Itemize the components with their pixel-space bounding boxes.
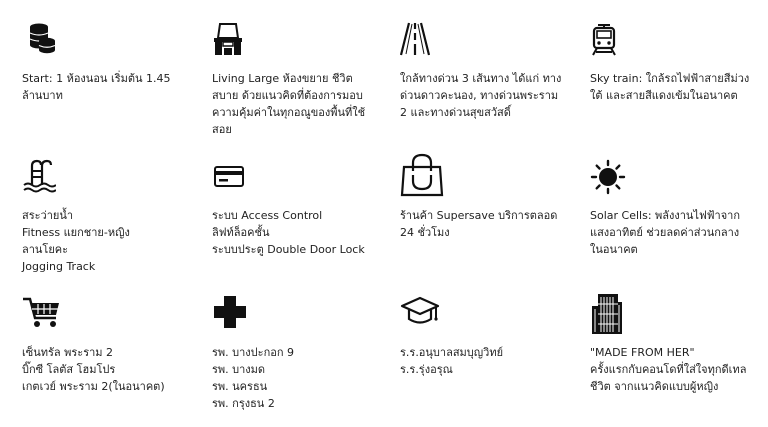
vanity-dresser-icon	[212, 22, 387, 62]
feature-text	[212, 207, 365, 258]
feature-line: ร.ร.อนุบาลสมบุญวิทย์	[400, 346, 504, 359]
feature-text	[22, 344, 165, 395]
feature-item	[22, 294, 197, 393]
feature-text	[590, 207, 740, 258]
feature-line: ชีวิต จากแนวคิดแบบผู้หญิง	[590, 380, 719, 393]
feature-text	[22, 70, 171, 104]
feature-text	[212, 344, 294, 412]
feature-line: ใกล้ทางด่วน 3 เส้นทาง ได้แก่ ทาง	[400, 72, 562, 85]
feature-line: รพ. กรุงธน 2	[212, 397, 275, 410]
sky-train-icon	[590, 22, 765, 62]
feature-item	[212, 22, 387, 136]
feature-item	[590, 292, 765, 393]
feature-item	[400, 153, 575, 239]
feature-text	[22, 207, 130, 275]
feature-text	[212, 70, 365, 138]
feature-item	[400, 294, 575, 376]
feature-line: สอย	[212, 123, 232, 136]
feature-line: สบาย ด้วยแนวคิดที่ต้องการมอบ	[212, 89, 363, 102]
feature-line: ร้านค้า Supersave บริการตลอด	[400, 209, 558, 222]
sun-icon	[590, 159, 765, 199]
feature-line: ลิฟท์ล็อคชั้น	[212, 226, 270, 239]
feature-line: Sky train: ใกล้รถไฟฟ้าสายสีม่วง	[590, 72, 750, 85]
shopping-cart-icon	[22, 294, 197, 334]
feature-line: ล้านบาท	[22, 89, 63, 102]
swimming-pool-icon	[22, 159, 197, 199]
feature-line: Fitness แยกชาย-หญิง	[22, 226, 130, 239]
feature-line: ระบบประตู Double Door Lock	[212, 243, 365, 256]
shopping-bag-icon	[400, 153, 575, 199]
feature-line: ความคุ้มค่าในทุกอณูของพื้นที่ใช้	[212, 106, 366, 119]
feature-line: ครั้งแรกกับคอนโดที่ใส่ใจทุกดีเทล	[590, 363, 747, 376]
feature-item	[22, 22, 197, 102]
feature-text	[590, 70, 749, 104]
feature-text	[400, 207, 557, 241]
medical-cross-icon	[212, 294, 387, 334]
feature-item	[400, 22, 575, 119]
feature-text	[400, 70, 561, 121]
feature-line: ระบบ Access Control	[212, 209, 323, 222]
feature-line: Start: 1 ห้องนอน เริ่มต้น 1.45	[22, 72, 171, 85]
feature-line: รพ. บางมด	[212, 363, 266, 376]
road-highway-icon	[400, 22, 575, 62]
feature-line: 2 และทางด่วนสุขสวัสดิ์	[400, 106, 511, 119]
building-icon	[590, 292, 765, 336]
feature-line: เกตเวย์ พระราม 2(ในอนาคต)	[22, 380, 165, 393]
coin-stack-icon	[22, 22, 197, 62]
feature-line: ลานโยคะ	[22, 243, 69, 256]
feature-item	[590, 159, 765, 256]
feature-line: สระว่ายน้ำ	[22, 209, 74, 222]
feature-line: ด่วนดาวคะนอง, ทางด่วนพระราม	[400, 89, 559, 102]
feature-line: รพ. นครธน	[212, 380, 268, 393]
feature-line: บิ๊กซี โลตัส โฮมโปร	[22, 363, 116, 376]
feature-item	[22, 159, 197, 273]
access-card-icon	[212, 159, 387, 199]
feature-line: Solar Cells: พลังงานไฟฟ้าจาก	[590, 209, 741, 222]
graduation-cap-icon	[400, 294, 575, 334]
feature-line: Jogging Track	[22, 260, 96, 273]
feature-text	[400, 344, 503, 378]
feature-item	[212, 294, 387, 410]
feature-item	[590, 22, 765, 102]
feature-line: รพ. บางปะกอก 9	[212, 346, 294, 359]
feature-text	[590, 344, 746, 395]
feature-line: ร.ร.รุ่งอรุณ	[400, 363, 453, 376]
feature-line: Living Large ห้องขยาย ชีวิต	[212, 72, 353, 85]
feature-line: ใต้ และสายสีแดงเข้มในอนาคต	[590, 89, 738, 102]
feature-line: ในอนาคต	[590, 243, 638, 256]
feature-item	[212, 159, 387, 256]
feature-line: "MADE FROM HER"	[590, 346, 695, 359]
feature-line: เซ็นทรัล พระราม 2	[22, 346, 114, 359]
feature-line: แสงอาทิตย์ ช่วยลดค่าส่วนกลาง	[590, 226, 740, 239]
feature-line: 24 ชั่วโมง	[400, 226, 450, 239]
